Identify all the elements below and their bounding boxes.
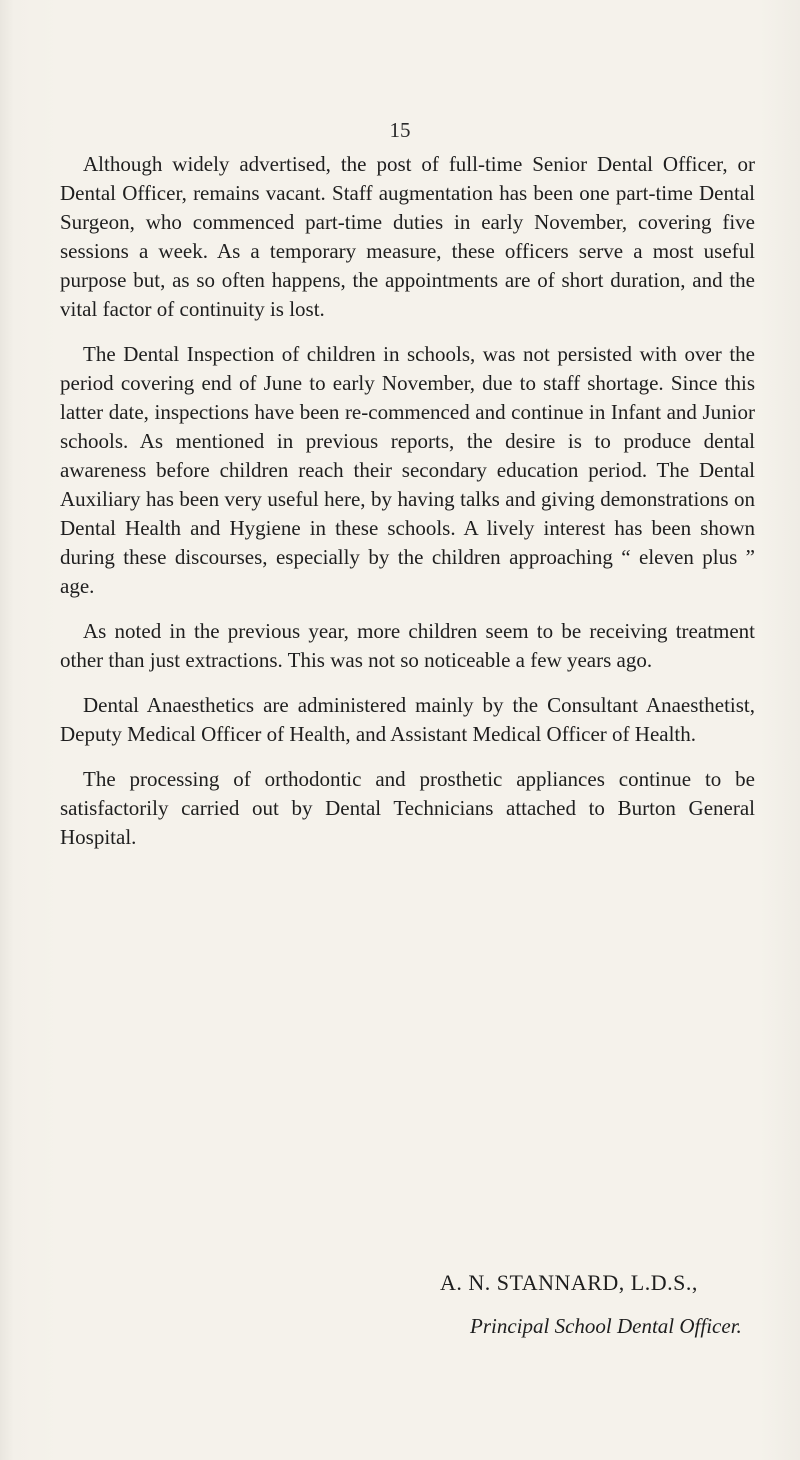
paragraph-anaesthetics — [60, 691, 755, 749]
paragraph-vacancy — [60, 150, 755, 324]
paragraph-anaesthetics-text: Dental Anaesthetics are administered mainly by the Consultant Anaesthetist, Deputy Medical Officer of Health, and Assistant Medical Officer of Health. — [60, 693, 755, 746]
paragraph-vacancy-text: Although widely advertised, the post of full-time Senior Dental Officer, or Dental Officer, remains vacant. Staff augmentation has been one part-time Dental Surgeon, who commenced part-time duties in early November, covering five sessions a week. As a temporary measure, these officers serve a most useful purpose but, as so often happens, the appointments are of short duration, and the vital factor of continuity is lost. — [60, 152, 755, 321]
signature-title: Principal School Dental Officer. — [470, 1314, 742, 1338]
paragraph-inspection-text: The Dental Inspection of children in schools, was not persisted with over the period covering end of June to early November, due to staff shortage. Since this latter date, inspections have been re-commenced and continue in Infant and Junior schools. As mentioned in previous reports, the desire is to produce dental awareness before children reach their secondary education period. The Dental Auxiliary has been very useful here, by having talks and giving demonstrations on Dental Health and Hygiene in these schools. A lively interest has been shown during these discourses, especially by the children approaching “ eleven plus ” age. — [60, 342, 755, 598]
signature-name: A. N. STANNARD, L.D.S., — [440, 1270, 698, 1295]
document-body — [60, 150, 755, 868]
page-number: 15 — [389, 118, 411, 142]
paragraph-appliances-text: The processing of orthodontic and prosthetic appliances continue to be satisfactorily carried out by Dental Technicians attached to Burton General Hospital. — [60, 767, 755, 849]
paragraph-treatment-text: As noted in the previous year, more children seem to be receiving treatment other than just extractions. This was not so noticeable a few years ago. — [60, 619, 755, 672]
paragraph-treatment — [60, 617, 755, 675]
paragraph-inspection — [60, 340, 755, 601]
paragraph-appliances — [60, 765, 755, 852]
